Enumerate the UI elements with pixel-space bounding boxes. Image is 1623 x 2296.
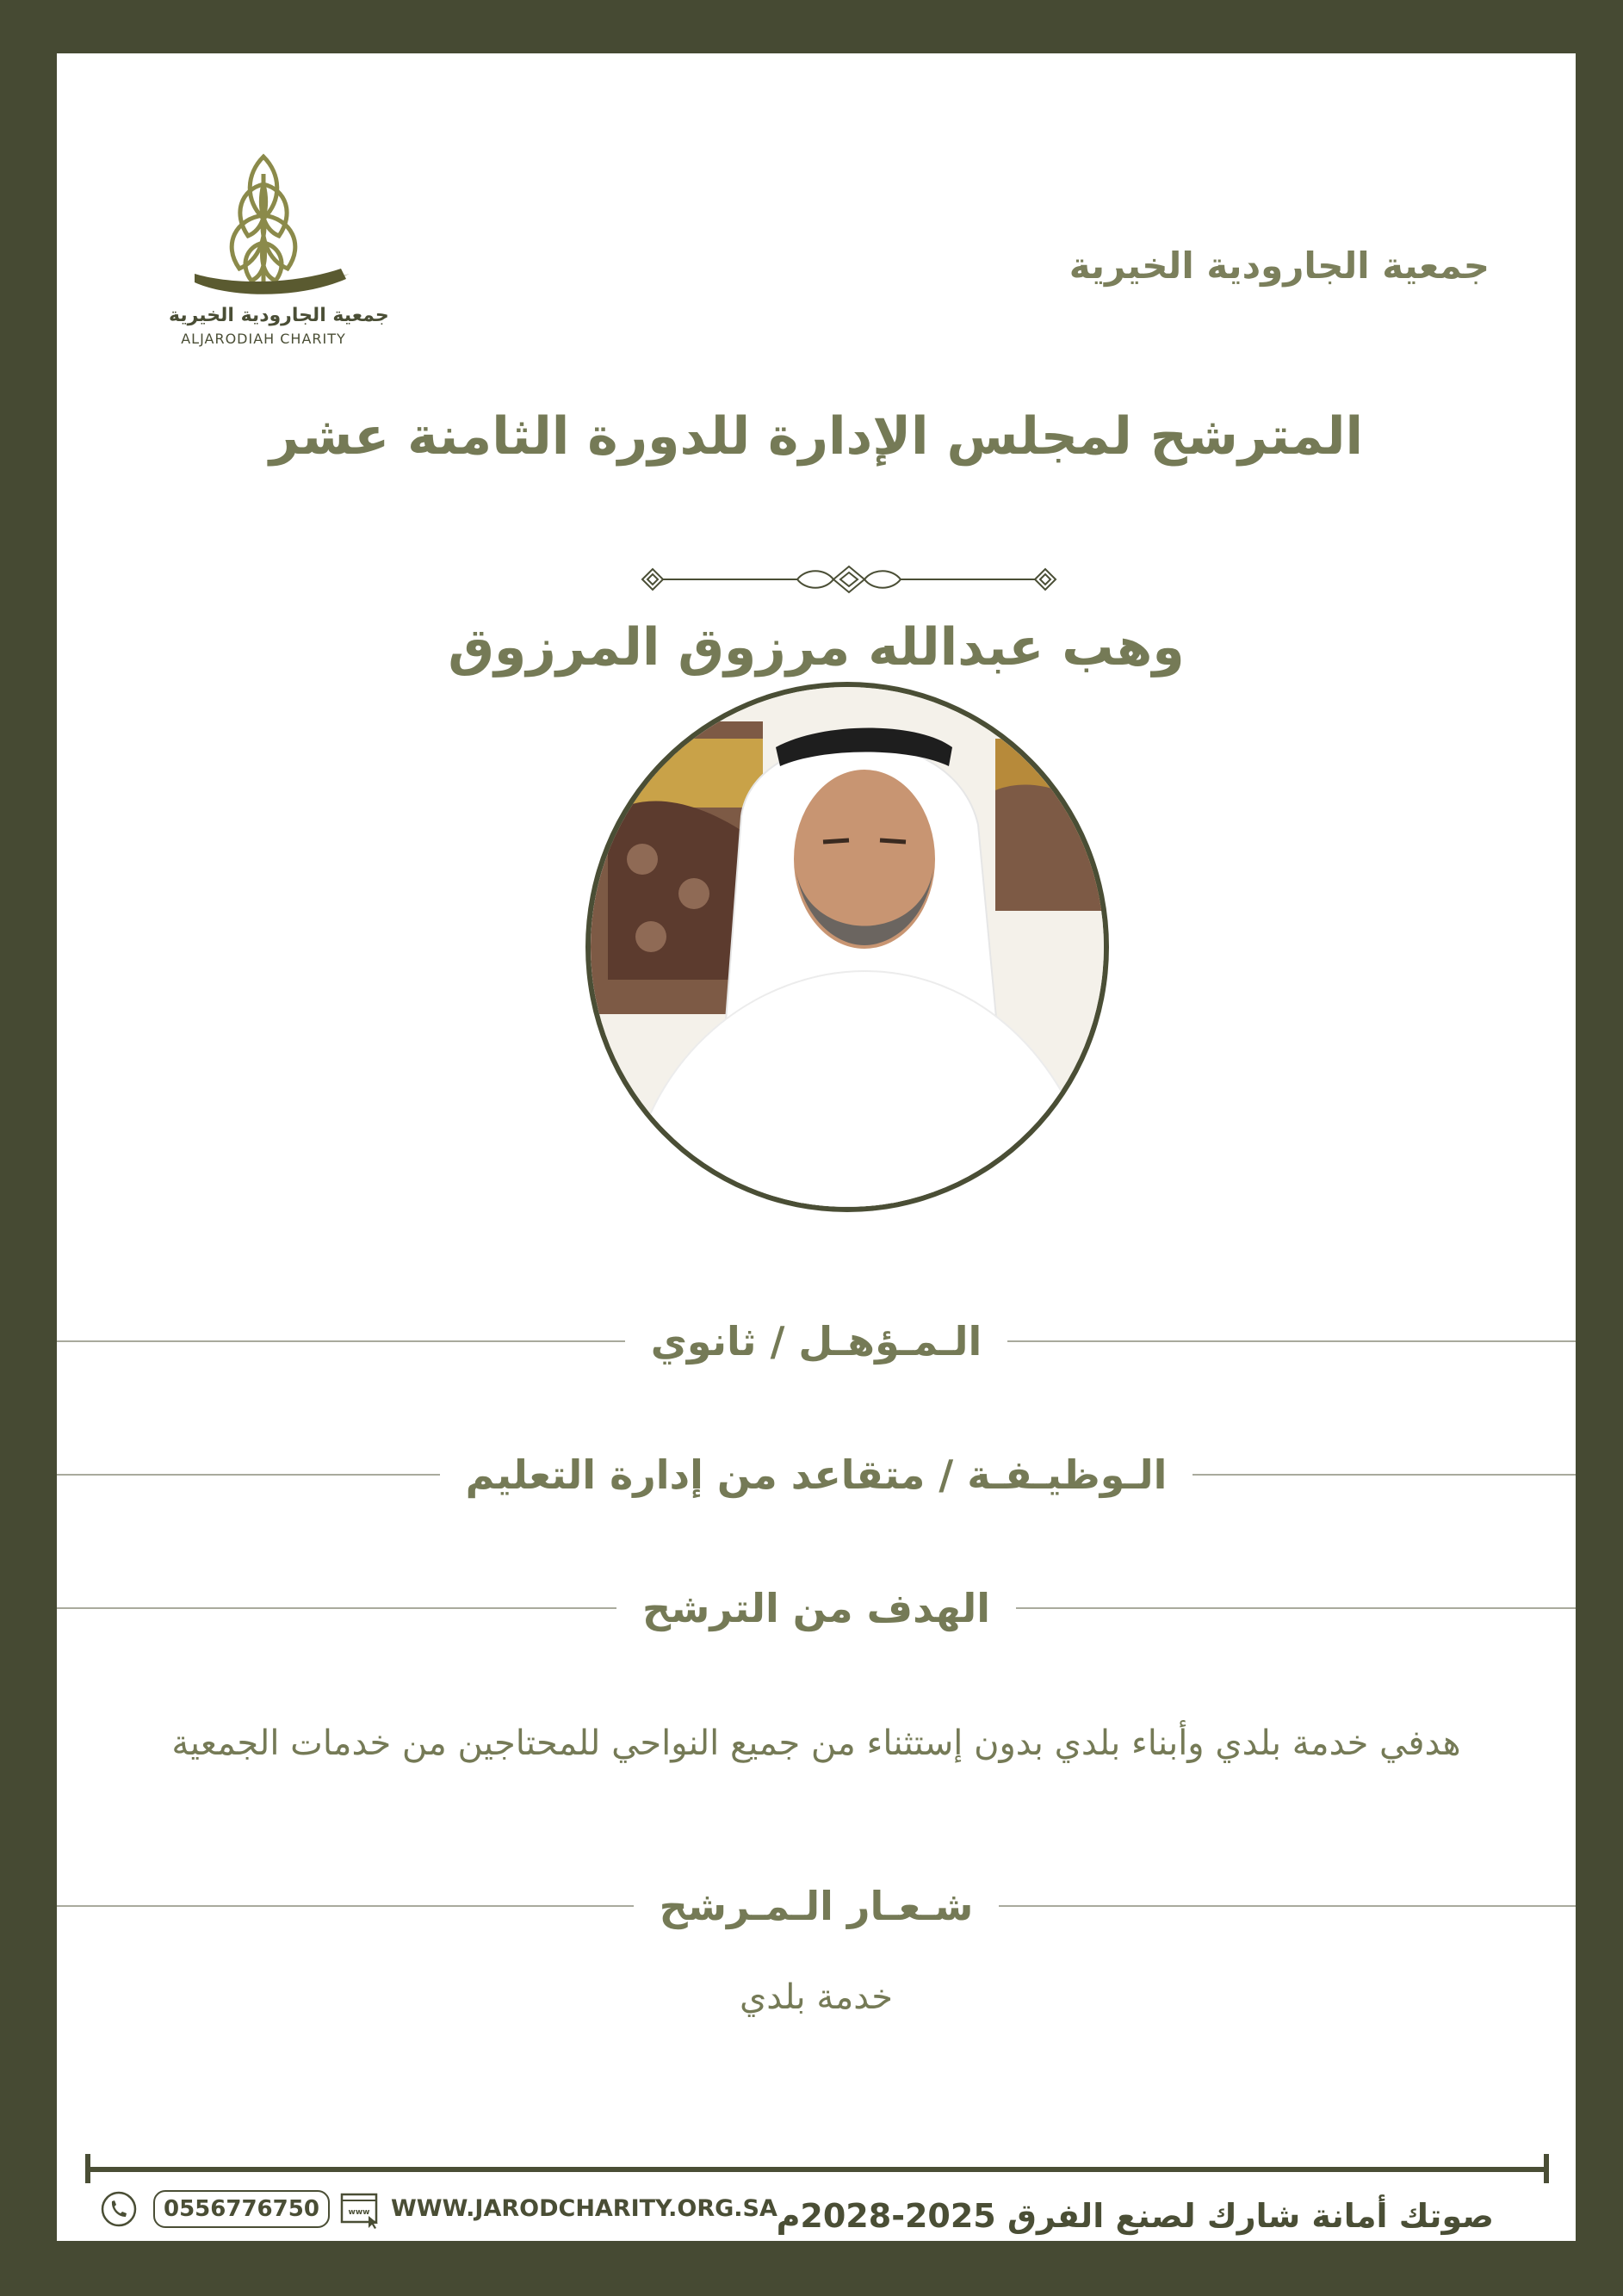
phone-icon [100, 2190, 138, 2228]
goal-text: هدفي خدمة بلدي وأبناء بلدي بدون إستثناء من جميع النواحي للمحتاجين من خدمات الجمعية [171, 1724, 1461, 1763]
wheat-icon [169, 139, 358, 303]
divider-line [1192, 1474, 1576, 1476]
candidate-name: وهب عبدالله مرزوق المرزوق [448, 617, 1185, 678]
phone-number[interactable]: 0556776750 [153, 2190, 330, 2228]
slogan-title: شـعـار الـمـرشح [659, 1883, 974, 1929]
divider-line [1007, 1340, 1576, 1342]
website-link[interactable]: WWW.JARODCHARITY.ORG.SA [391, 2195, 777, 2222]
slogan-title-row [57, 1872, 1576, 1940]
divider-line [999, 1905, 1576, 1907]
headline: المترشح لمجلس الإدارة للدورة الثامنة عشر [269, 406, 1364, 467]
job-text: الـوظيـفـة / متقاعد من إدارة التعليم [465, 1451, 1168, 1498]
job-row [57, 1440, 1576, 1509]
website-icon [339, 2190, 382, 2230]
divider-line [1016, 1607, 1576, 1609]
goal-title-row [57, 1574, 1576, 1643]
poster-card [57, 53, 1576, 2241]
charity-logo [169, 139, 389, 347]
divider-line [57, 1607, 616, 1609]
divider-line [57, 1474, 440, 1476]
footer-bar [85, 2154, 1549, 2183]
qualification-text: الـمـؤهـل / ثانوي [650, 1318, 982, 1365]
qualification-row [57, 1307, 1576, 1376]
divider-line [57, 1340, 625, 1342]
divider-line [57, 1905, 634, 1907]
footer-slogan: صوتك أمانة شارك لصنع الفرق 2025-2028م [776, 2197, 1494, 2235]
org-name: جمعية الجارودية الخيرية [1069, 244, 1490, 287]
ornament-divider [634, 558, 1064, 601]
svg-text:www: www [348, 2208, 370, 2217]
logo-arabic-text: جمعية الجارودية الخيرية [169, 305, 389, 326]
slogan-text: خدمة بلدي [740, 1977, 893, 2017]
logo-english-text: ALJARODIAH CHARITY [181, 331, 346, 347]
candidate-photo [585, 682, 1109, 1212]
goal-title: الهدف من الترشح [641, 1585, 991, 1631]
